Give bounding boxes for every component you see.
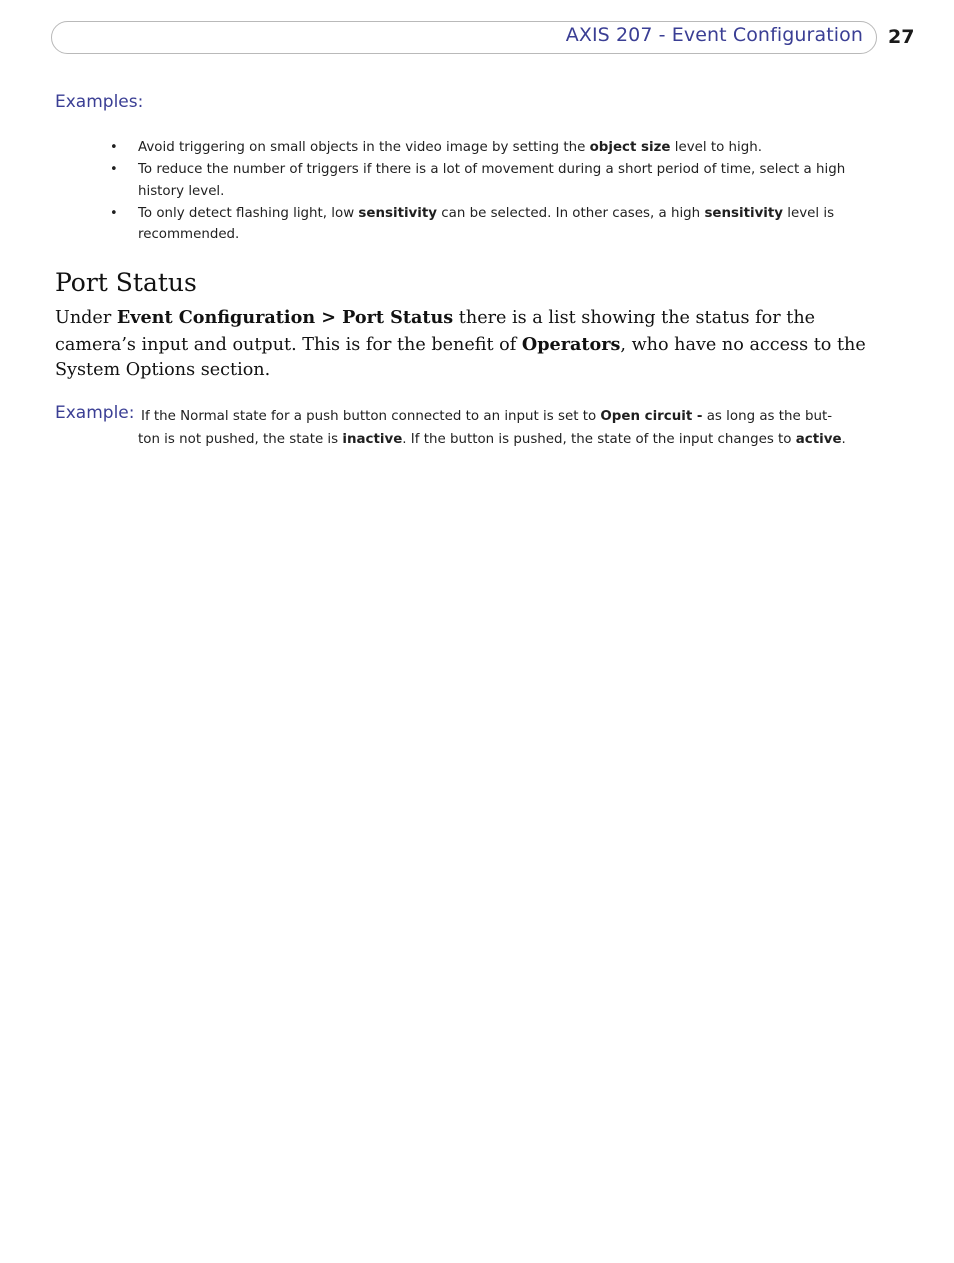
section-title: Port Status [55, 268, 197, 297]
header-title: AXIS 207 - Event Configuration [565, 24, 863, 46]
example-line-2: ton is not pushed, the state is inactive. If the button is pushed, the state of the input changes to active. [138, 432, 846, 447]
list-item: • To only detect flashing light, low sensitivity can be selected. In other cases, a high sensitivity level is recommended. [110, 203, 870, 246]
bullet-icon: • [110, 140, 118, 155]
example-line-1: If the Normal state for a push button connected to an input is set to Open circuit - as long as the but- [141, 409, 833, 424]
example-label: Example: [55, 403, 135, 423]
list-item: • Avoid triggering on small objects in the video image by setting the object size level to high. [110, 137, 870, 159]
page-number: 27 [888, 26, 915, 48]
section-body: Under Event Configuration > Port Status there is a list showing the status for the camera’s input and output. This is for the benefit of Operators, who have no access to the System Options section. [55, 307, 866, 380]
examples-list [110, 137, 870, 246]
list-item: • To reduce the number of triggers if there is a lot of movement during a short period of time, select a high history level. [110, 159, 870, 202]
bullet-icon: • [110, 205, 118, 221]
bullet-icon: • [110, 162, 118, 177]
example-text [138, 405, 854, 451]
examples-heading: Examples: [55, 92, 144, 112]
